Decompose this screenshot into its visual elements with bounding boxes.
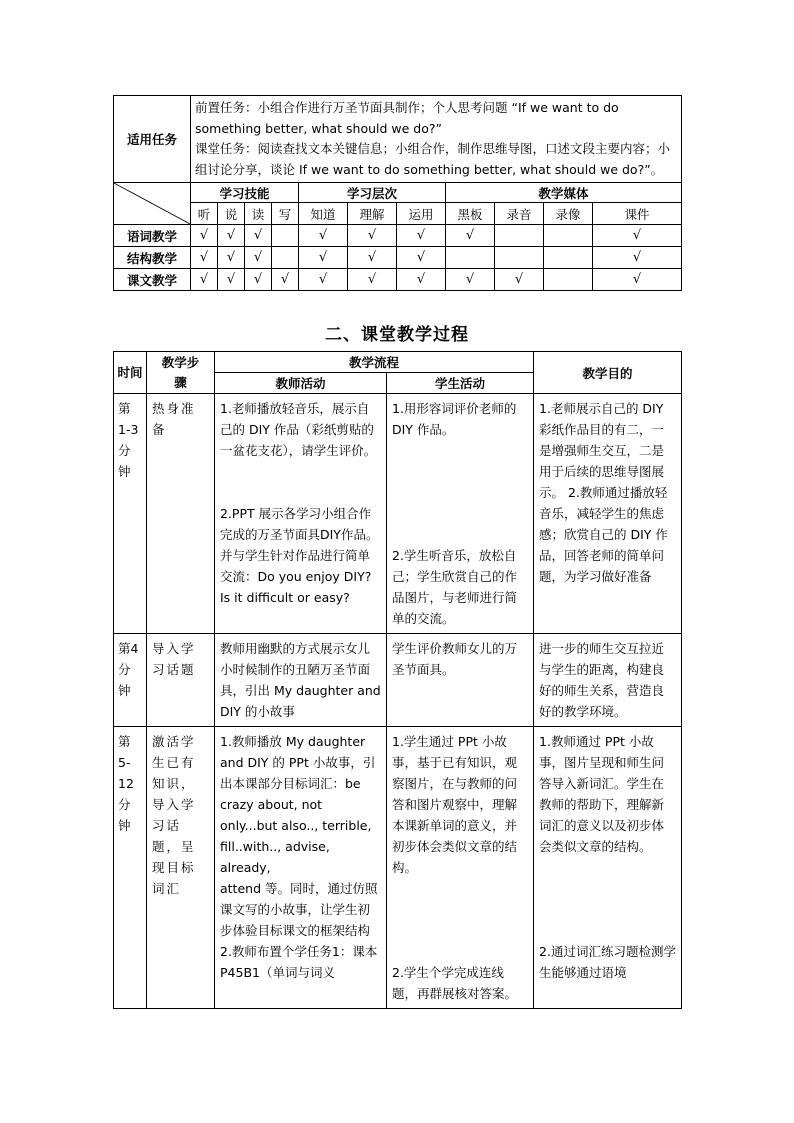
purpose-1: 1.教师通过 PPt 小故事，图片呈现和师生问答导入新词汇。学生在教师的帮助下，理解新词汇的意义以及初步体会类似文章的结构。 (539, 734, 665, 854)
teacher-activity-2: 2.PPT 展示各学习小组合作完成的万圣节面具DIY作品。并与学生针对作品进行简单交流：Do you enjoy DIY? Is it difficult or easy? (220, 506, 379, 605)
row-label: 结构教学 (114, 247, 191, 269)
sub-header: 理解 (348, 203, 397, 225)
group-header-row (114, 183, 682, 203)
task-pre: 前置任务：小组合作进行万圣节面具制作；个人思考问题 “If we want to do something better, what should we do?” (195, 100, 619, 136)
group-skills: 学习技能 (191, 183, 299, 203)
check-cell: √ (348, 225, 397, 247)
diagonal-header-cell (114, 183, 191, 225)
table-row (114, 394, 682, 634)
table-row (114, 269, 682, 291)
group-levels: 学习层次 (299, 183, 446, 203)
check-cell: √ (348, 269, 397, 291)
check-cell: √ (245, 225, 272, 247)
time-cell: 第5-12分钟 (114, 727, 147, 1009)
check-cell (495, 225, 544, 247)
check-cell: √ (218, 225, 245, 247)
check-cell: √ (299, 225, 348, 247)
diagonal-line (114, 183, 190, 224)
check-cell: √ (272, 269, 299, 291)
check-cell: √ (593, 225, 682, 247)
sub-header: 写 (272, 203, 299, 225)
spacer (220, 461, 381, 503)
teacher-activity-2: 2.教师布置个学任务1：课本P45B1（单词与词义 (220, 944, 378, 980)
flow-header: 教学流程 (215, 352, 534, 373)
purpose-cell: 进一步的师生交互拉近与学生的距离，构建良好的师生关系，营造良好的教学环境。 (534, 634, 682, 727)
purpose-cell: 1.老师展示自己的 DIY 彩纸作品目的有二，一是增强师生交互，二是用于后续的思维导图展示。 2.教师通过播放轻音乐，减轻学生的焦虑感；欣赏自己的 DIY 作品，回答老师的简单问题，为学习做好准备 (534, 394, 682, 634)
student-activity-cell (387, 727, 534, 1009)
task-class: 课堂任务：阅读查找文本关键信息；小组合作，制作思维导图，口述文段主要内容；小组讨论分享，谈论 If we want to do something better, what should we do?”。 (195, 141, 671, 177)
sub-header: 课件 (593, 203, 682, 225)
check-cell: √ (397, 269, 446, 291)
check-cell: √ (446, 225, 495, 247)
check-cell (544, 247, 593, 269)
check-cell: √ (191, 247, 218, 269)
section-title: 二、课堂教学过程 (325, 325, 469, 345)
check-cell (272, 247, 299, 269)
process-header-row (114, 352, 682, 373)
teacher-activity-cell (215, 727, 387, 1009)
check-cell: √ (245, 247, 272, 269)
student-activity-1: 1.用形容词评价老师的 DIY 作品。 (392, 401, 517, 437)
check-cell: √ (191, 225, 218, 247)
sub-header: 录音 (495, 203, 544, 225)
student-activity-cell (387, 394, 534, 634)
step-cell: 导入学习话题 (147, 634, 215, 727)
check-cell (544, 225, 593, 247)
row-label: 课文教学 (114, 269, 191, 291)
teaching-process-table (113, 351, 682, 1009)
group-media: 教学媒体 (446, 183, 682, 203)
teacher-header: 教师活动 (215, 373, 387, 394)
spacer (539, 857, 676, 941)
teacher-activity-1: 1.老师播放轻音乐，展示自己的 DIY 作品（彩纸剪贴的一盆花支花），请学生评价。 (220, 401, 377, 458)
task-label: 适用任务 (114, 96, 191, 183)
student-header: 学生活动 (387, 373, 534, 394)
purpose-header: 教学目的 (534, 352, 682, 394)
check-cell (446, 247, 495, 269)
spacer (392, 878, 528, 962)
table-row (114, 727, 682, 1009)
check-cell: √ (397, 247, 446, 269)
check-cell: √ (446, 269, 495, 291)
teacher-activity-cell (215, 394, 387, 634)
check-cell: √ (348, 247, 397, 269)
teacher-activity-cell: 教师用幽默的方式展示女儿小时候制作的丑陋万圣节面具，引出 My daughter and DIY 的小故事 (215, 634, 387, 727)
check-cell: √ (593, 269, 682, 291)
sub-header-row (114, 203, 682, 225)
check-cell: √ (218, 247, 245, 269)
sub-header: 读 (245, 203, 272, 225)
sub-header: 说 (218, 203, 245, 225)
time-cell: 第4分钟 (114, 634, 147, 727)
purpose-2: 2.通过词汇练习题检测学生能够通过语境 (539, 944, 676, 980)
row-label: 语词教学 (114, 225, 191, 247)
student-activity-1: 1.学生通过 PPt 小故事，基于已有知识，观察图片，在与教师的问答和图片观察中，理解本课新单词的意义，并初步体会类似文章的结构。 (392, 734, 518, 875)
sub-header: 听 (191, 203, 218, 225)
sub-header: 知道 (299, 203, 348, 225)
check-cell: √ (593, 247, 682, 269)
table-row (114, 634, 682, 727)
student-activity-2: 2.学生个学完成连线题，再群展核对答案。 (392, 965, 518, 1001)
step-cell: 激活学生已有知识，导入学习话题，呈现目标词汇 (147, 727, 215, 1009)
check-cell: √ (191, 269, 218, 291)
sub-header: 录像 (544, 203, 593, 225)
table-row (114, 247, 682, 269)
student-activity-2: 2.学生听音乐，放松自己；学生欣赏自己的作品图片，与老师进行简单的交流。 (392, 548, 518, 626)
time-header: 时间 (114, 352, 147, 394)
check-cell: √ (299, 269, 348, 291)
check-cell (495, 247, 544, 269)
sub-header: 运用 (397, 203, 446, 225)
check-cell: √ (245, 269, 272, 291)
check-cell: √ (495, 269, 544, 291)
step-cell: 热身准备 (147, 394, 215, 634)
check-cell: √ (397, 225, 446, 247)
task-row (114, 96, 682, 183)
spacer (392, 440, 528, 545)
task-content (191, 96, 682, 183)
task-media-table (113, 95, 682, 291)
time-cell: 第1-3分钟 (114, 394, 147, 634)
teacher-activity-1: 1.教师播放 My daughter and DIY 的 PPt 小故事，引出本课部分目标词汇：be crazy about, not only...but also.., terrible, fill..with.., advise, already, attend 等。同时，通过仿照课文写的小故事，让学生初步体验目标课文的框架结构 (220, 734, 378, 938)
student-activity-cell: 学生评价教师女儿的万圣节面具。 (387, 634, 534, 727)
check-cell (272, 225, 299, 247)
step-header: 教学步骤 (147, 352, 215, 394)
check-cell (544, 269, 593, 291)
purpose-cell (534, 727, 682, 1009)
check-cell: √ (299, 247, 348, 269)
check-cell: √ (218, 269, 245, 291)
table-row (114, 225, 682, 247)
sub-header: 黑板 (446, 203, 495, 225)
